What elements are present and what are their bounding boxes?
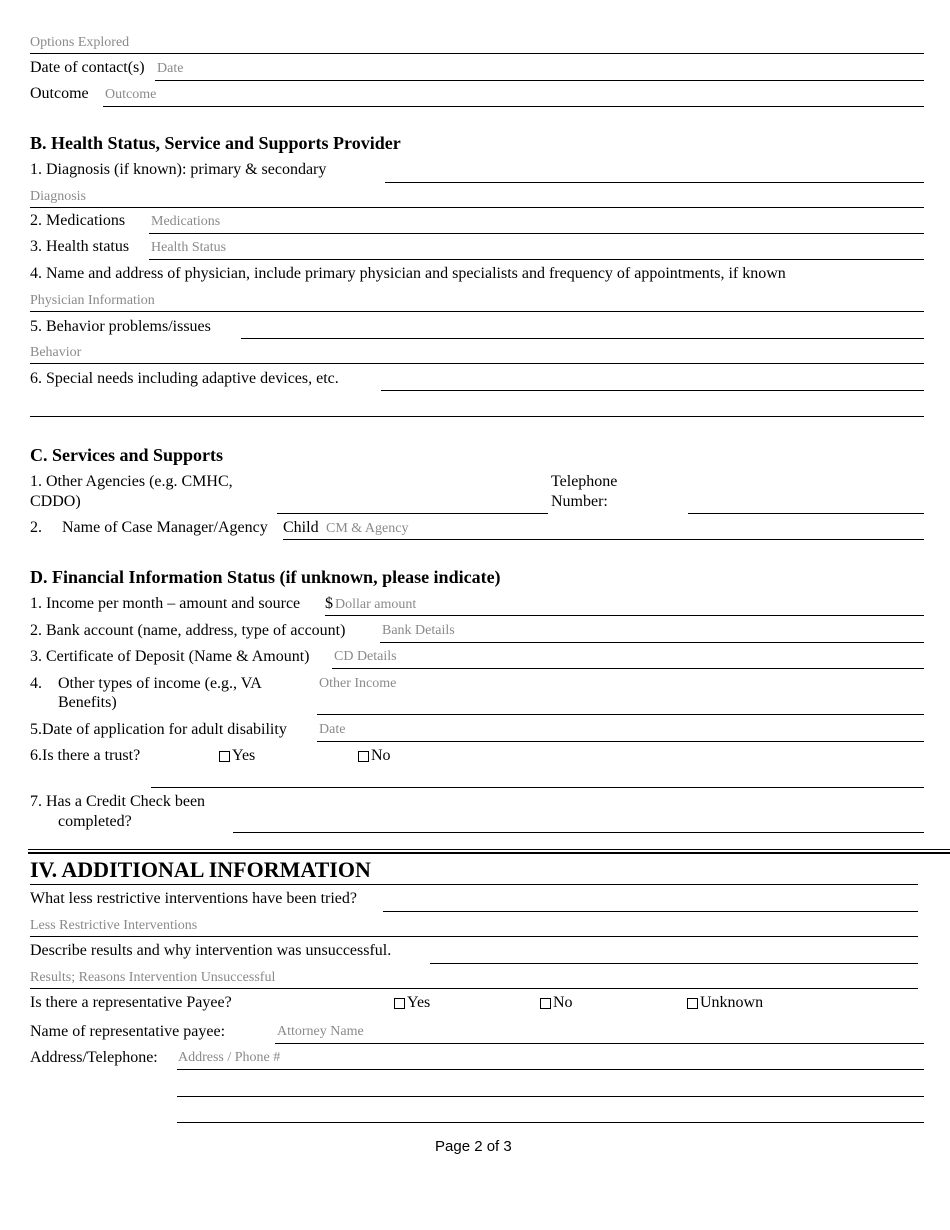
interventions-label: What less restrictive interventions have been tried? (30, 890, 357, 907)
behavior-label: 5. Behavior problems/issues (30, 318, 211, 335)
diagnosis-field[interactable]: Diagnosis (30, 189, 86, 204)
diagnosis-underline-2 (30, 207, 924, 208)
income-label: 1. Income per month – amount and source (30, 595, 301, 612)
trust-label: 6.Is there a trust? (30, 747, 141, 764)
bank-account-underline (380, 642, 924, 643)
address-underline-2[interactable] (177, 1096, 924, 1097)
trust-yes-checkbox[interactable] (219, 747, 255, 765)
other-income-number: 4. (30, 675, 42, 692)
payee-no-box[interactable] (540, 998, 551, 1009)
cd-underline (332, 668, 924, 669)
medications-underline (149, 233, 924, 234)
application-date-label: 5.Date of application for adult disability (30, 721, 287, 738)
bank-account-label: 2. Bank account (name, address, type of account) (30, 622, 346, 639)
payee-name-label: Name of representative payee: (30, 1023, 226, 1040)
results-label: Describe results and why intervention was unsuccessful. (30, 942, 392, 959)
address-underline-3[interactable] (177, 1122, 924, 1123)
other-income-label-line2: Benefits) (58, 694, 117, 711)
application-date-underline (317, 741, 924, 742)
address-field[interactable]: Address / Phone # (178, 1050, 281, 1065)
other-income-label-line1: Other types of income (e.g., VA (58, 675, 262, 692)
medications-field[interactable]: Medications (151, 214, 221, 229)
interventions-underline-2 (30, 936, 918, 937)
physician-field[interactable]: Physician Information (30, 293, 155, 308)
case-manager-field[interactable]: CM & Agency (326, 521, 409, 536)
outcome-field[interactable]: Outcome (105, 87, 157, 102)
section-b-heading: B. Health Status, Service and Supports Provider (30, 133, 401, 153)
payee-yes-label: Yes (407, 994, 431, 1011)
credit-check-underline[interactable] (233, 832, 924, 833)
other-income-underline (317, 714, 924, 715)
diagnosis-label: 1. Diagnosis (if known): primary & secondary (30, 161, 327, 178)
case-manager-underline (283, 539, 924, 540)
date-of-contact-label: Date of contact(s) (30, 59, 145, 76)
payee-name-field[interactable]: Attorney Name (277, 1024, 364, 1039)
section-divider-top (28, 849, 950, 850)
interventions-field[interactable]: Less Restrictive Interventions (30, 918, 198, 933)
payee-label: Is there a representative Payee? (30, 994, 232, 1011)
section-iv-heading-rule (30, 884, 918, 885)
payee-unknown-checkbox[interactable] (687, 994, 763, 1012)
case-manager-label: Name of Case Manager/Agency (62, 519, 268, 536)
diagnosis-underline-1 (385, 182, 924, 183)
address-underline-1 (177, 1069, 924, 1070)
trust-no-box[interactable] (358, 751, 369, 762)
payee-no-label: No (553, 994, 573, 1011)
options-explored-underline (30, 53, 924, 54)
behavior-underline-2 (30, 363, 924, 364)
special-needs-underline-1 (381, 390, 924, 391)
application-date-field[interactable]: Date (319, 722, 346, 737)
physician-underline (30, 311, 924, 312)
interventions-underline-1 (383, 911, 918, 912)
other-income-field[interactable]: Other Income (319, 676, 397, 691)
bank-account-field[interactable]: Bank Details (382, 623, 455, 638)
special-needs-underline-2[interactable] (30, 416, 924, 417)
health-status-label: 3. Health status (30, 238, 130, 255)
results-field[interactable]: Results; Reasons Intervention Unsuccessful (30, 970, 276, 985)
trust-yes-label: Yes (232, 747, 256, 764)
telephone-underline[interactable] (688, 513, 924, 514)
other-agencies-label-line1: 1. Other Agencies (e.g. CMHC, (30, 473, 233, 490)
physician-label: 4. Name and address of physician, include primary physician and specialists and frequency of appointments, if known (30, 265, 786, 282)
income-field[interactable]: Dollar amount (335, 597, 417, 612)
trust-underline[interactable] (151, 787, 924, 788)
other-agencies-underline[interactable] (277, 513, 548, 514)
outcome-underline (103, 106, 924, 107)
behavior-underline-1 (241, 338, 924, 339)
payee-yes-box[interactable] (394, 998, 405, 1009)
results-underline-1 (430, 963, 918, 964)
credit-check-label-line2: completed? (58, 813, 132, 830)
page-number: Page 2 of 3 (435, 1138, 512, 1155)
cd-label: 3. Certificate of Deposit (Name & Amount) (30, 648, 310, 665)
health-status-field[interactable]: Health Status (151, 240, 227, 255)
address-label: Address/Telephone: (30, 1049, 158, 1066)
cd-field[interactable]: CD Details (334, 649, 397, 664)
special-needs-label: 6. Special needs including adaptive devices, etc. (30, 370, 339, 387)
section-d-heading: D. Financial Information Status (if unknown, please indicate) (30, 567, 501, 587)
outcome-label: Outcome (30, 85, 89, 102)
health-status-underline (149, 259, 924, 260)
credit-check-label-line1: 7. Has a Credit Check been (30, 793, 206, 810)
payee-name-underline (275, 1043, 924, 1044)
options-explored-field[interactable]: Options Explored (30, 35, 130, 50)
section-iv-heading: IV. ADDITIONAL INFORMATION (30, 857, 371, 882)
section-divider-bottom (28, 852, 950, 854)
other-agencies-label-line2: CDDO) (30, 493, 81, 510)
date-of-contact-underline (155, 80, 924, 81)
payee-unknown-label: Unknown (700, 994, 764, 1011)
date-of-contact-field[interactable]: Date (157, 61, 184, 76)
trust-yes-box[interactable] (219, 751, 230, 762)
income-underline (325, 615, 924, 616)
case-manager-child-label: Child (283, 519, 319, 536)
income-dollar-sign: $ (325, 595, 333, 612)
trust-no-label: No (371, 747, 391, 764)
section-c-heading: C. Services and Supports (30, 445, 224, 465)
payee-yes-checkbox[interactable] (394, 994, 430, 1012)
payee-no-checkbox[interactable] (540, 994, 573, 1012)
trust-no-checkbox[interactable] (358, 747, 391, 765)
medications-label: 2. Medications (30, 212, 126, 229)
telephone-label-line1: Telephone (551, 473, 618, 490)
results-underline-2 (30, 988, 918, 989)
telephone-label-line2: Number: (551, 493, 608, 510)
behavior-field[interactable]: Behavior (30, 345, 82, 360)
case-manager-number: 2. (30, 519, 42, 536)
payee-unknown-box[interactable] (687, 998, 698, 1009)
